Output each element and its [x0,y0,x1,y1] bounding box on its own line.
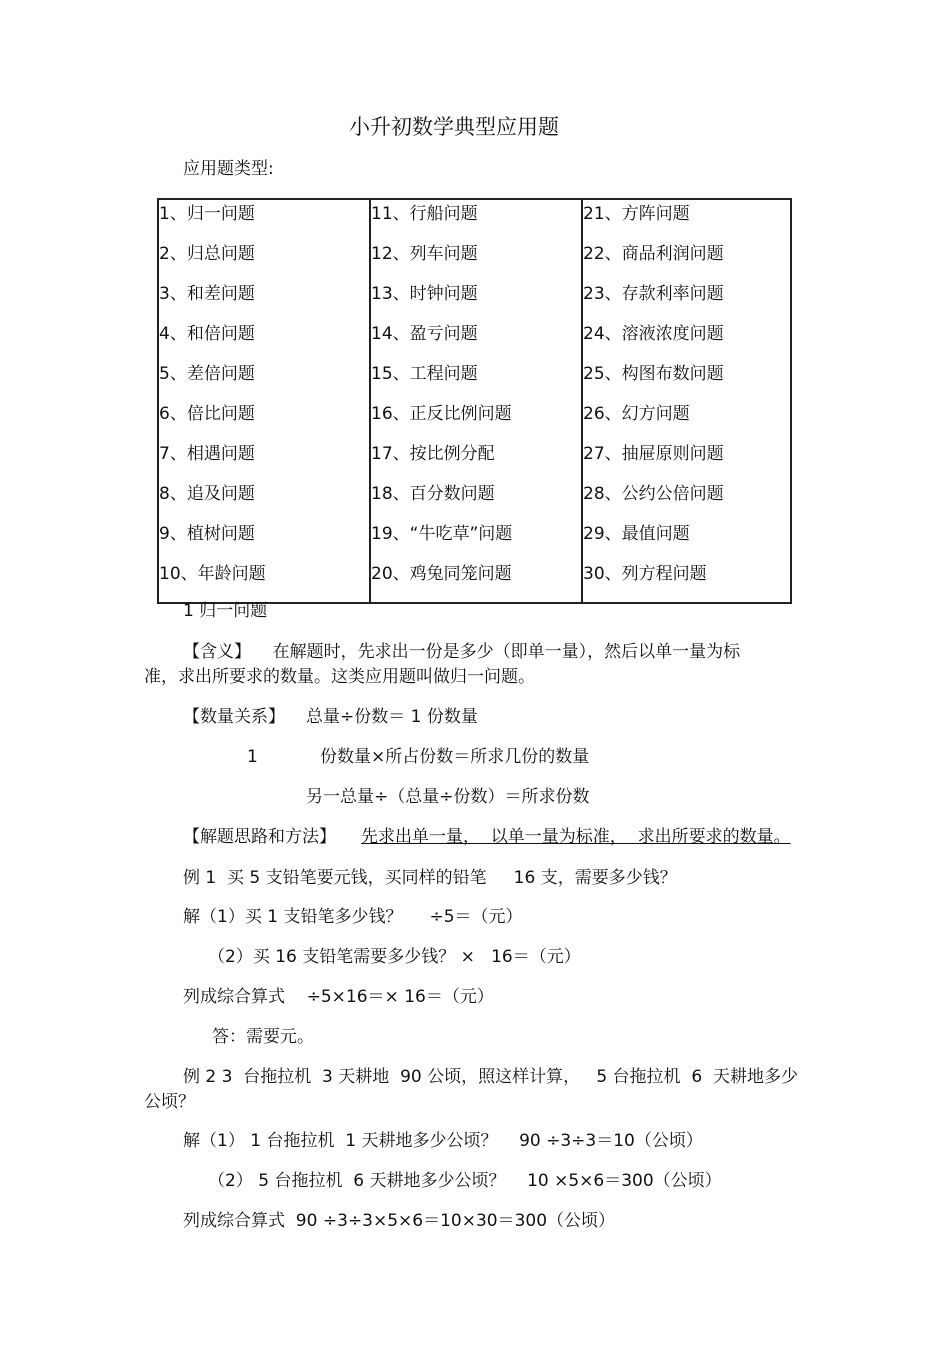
relation-2: 份数量×所占份数＝所求几份的数量 [320,747,590,767]
type-item: 28、公约公倍问题 [583,484,724,504]
type-item: 2、归总问题 [159,244,255,264]
page-title: 小升初数学典型应用题 [349,115,559,139]
example-1: 例 1 买 5 支铅笔要元钱，买同样的铅笔 16 支，需要多少钱？ [183,868,677,888]
method-label: 【解题思路和方法】 [183,827,336,847]
type-item: 7、相遇问题 [159,444,255,464]
relation-1: 总量÷份数＝ 1 份数量 [306,707,478,727]
type-item: 19、“牛吃草”问题 [371,524,513,544]
type-item: 14、盈亏问题 [371,324,478,344]
meaning-line-2: 准，求出所要求的数量。这类应用题叫做归一问题。 [144,667,535,687]
type-item: 16、正反比例问题 [371,404,512,424]
example-2-formula: 列成综合算式 90 ÷3÷3×5×6＝10×30＝300（公顷） [183,1211,616,1231]
type-item: 1、归一问题 [159,204,255,224]
example-1-formula: 列成综合算式 ÷5×16＝× 16＝（元） [183,987,494,1007]
method-text: 先求出单一量， 以单一量为标准， 求出所要求的数量。 [361,827,791,847]
example-2-line-1: 例 2 3 台拖拉机 3 天耕地 90 公顷，照这样计算， 5 台拖拉机 6 天耕地多少 [183,1067,798,1087]
type-item: 24、溶液浓度问题 [583,324,724,344]
relation-2-number: 1 [247,747,258,767]
type-item: 25、构图布数问题 [583,364,724,384]
type-item: 5、差倍问题 [159,364,255,384]
meaning-line-1: 【含义】 在解题时，先求出一份是多少（即单一量），然后以单一量为标 [183,642,741,662]
type-item: 23、存款利率问题 [583,284,724,304]
type-item: 21、方阵问题 [583,204,690,224]
type-item: 17、按比例分配 [371,444,495,464]
type-item: 18、百分数问题 [371,484,495,504]
type-item: 27、抽屉原则问题 [583,444,724,464]
type-item: 8、追及问题 [159,484,255,504]
example-1-step-2: （2）买 16 支铅笔需要多少钱？ × 16＝（元） [208,947,581,967]
type-item: 20、鸡兔同笼问题 [371,564,512,584]
type-item: 26、幻方问题 [583,404,690,424]
type-item: 13、时钟问题 [371,284,478,304]
example-2-step-2: （2） 5 台拖拉机 6 天耕地多少公顷？ 10 ×5×6＝300（公顷） [208,1171,722,1191]
example-1-answer: 答：需要元。 [212,1027,314,1047]
type-item: 10、年龄问题 [159,564,266,584]
types-column-1 [158,199,370,603]
example-1-step-1: 解（1）买 1 支铅笔多少钱？ ÷5＝（元） [183,907,523,927]
types-column-3 [582,199,791,603]
type-item: 4、和倍问题 [159,324,255,344]
type-item: 15、工程问题 [371,364,478,384]
types-table [157,198,792,604]
types-heading: 应用题类型: [183,159,274,179]
type-item: 6、倍比问题 [159,404,255,424]
type-item: 9、植树问题 [159,524,255,544]
type-item: 29、最值问题 [583,524,690,544]
section-title: 1 归一问题 [183,601,268,621]
types-column-2 [370,199,582,603]
type-item: 11、行船问题 [371,204,478,224]
type-item: 30、列方程问题 [583,564,707,584]
relation-3: 另一总量÷（总量÷份数）＝所求份数 [306,787,590,807]
type-item: 22、商品利润问题 [583,244,724,264]
example-2-step-1: 解（1） 1 台拖拉机 1 天耕地多少公顷？ 90 ÷3÷3＝10（公顷） [183,1131,703,1151]
type-item: 12、列车问题 [371,244,478,264]
example-2-line-2: 公顷？ [144,1092,195,1112]
type-item: 3、和差问题 [159,284,255,304]
relation-label: 【数量关系】 [183,707,285,727]
